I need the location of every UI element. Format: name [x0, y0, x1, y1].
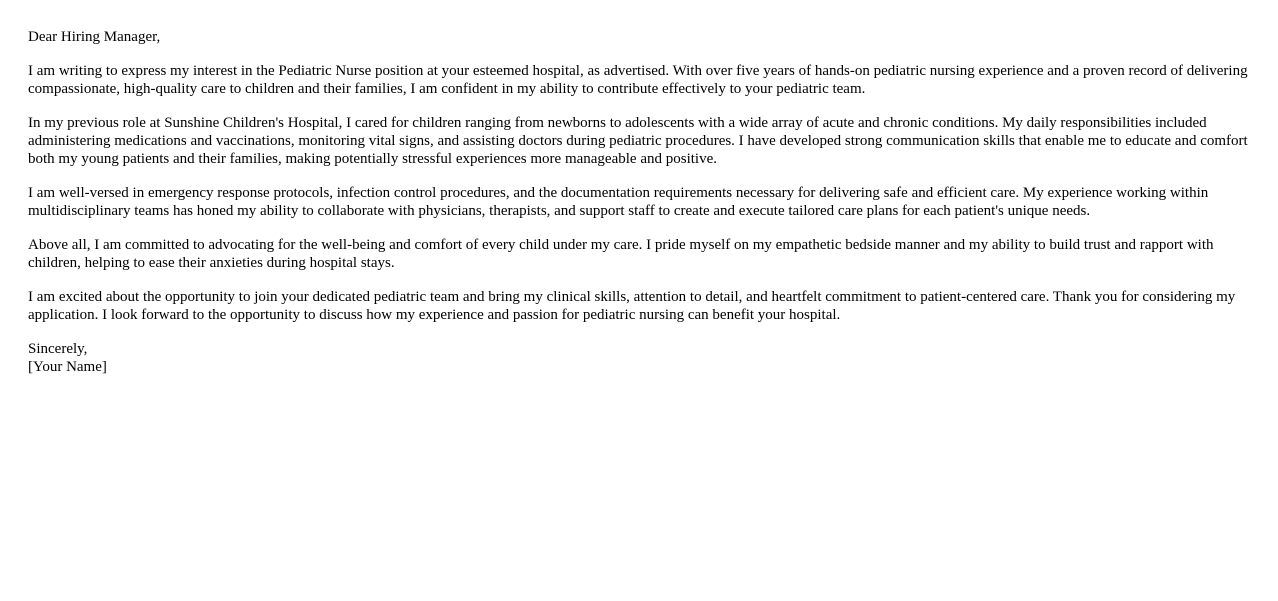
salutation: Dear Hiring Manager,	[28, 29, 161, 45]
paragraph-commitment: Above all, I am committed to advocating for the well-being and comfort of every child under my care. I pride myself on my empathetic bedside manner and my ability to build trust and rapport with children, helping to ease their anxieties during hospital stays.	[28, 237, 1214, 271]
cover-letter	[28, 28, 1256, 376]
paragraph-intro: I am writing to express my interest in the Pediatric Nurse position at your esteemed hospital, as advertised. With over five years of hands-on pediatric nursing experience and a proven record of delivering compassionate, high-quality care to children and their families, I am confident in my ability to contribute effectively to your pediatric team.	[28, 63, 1248, 97]
paragraph-skills: I am well-versed in emergency response protocols, infection control procedures, and the documentation requirements necessary for delivering safe and efficient care. My experience working within multidisciplinary teams has honed my ability to collaborate with physicians, therapists, and support staff to create and execute tailored care plans for each patient's unique needs.	[28, 185, 1209, 219]
closing: Sincerely,	[28, 341, 88, 357]
paragraph-previous-role: In my previous role at Sunshine Children's Hospital, I cared for children ranging from newborns to adolescents with a wide array of acute and chronic conditions. My daily responsibilities included administering medications and vaccinations, monitoring vital signs, and assisting doctors during pediatric procedures. I have developed strong communication skills that enable me to educate and comfort both my young patients and their families, making potentially stressful experiences more manageable and positive.	[28, 115, 1248, 167]
signature: [Your Name]	[28, 359, 107, 375]
paragraph-conclusion: I am excited about the opportunity to join your dedicated pediatric team and bring my clinical skills, attention to detail, and heartfelt commitment to patient-centered care. Thank you for considering my application. I look forward to the opportunity to discuss how my experience and passion for pediatric nursing can benefit your hospital.	[28, 289, 1236, 323]
